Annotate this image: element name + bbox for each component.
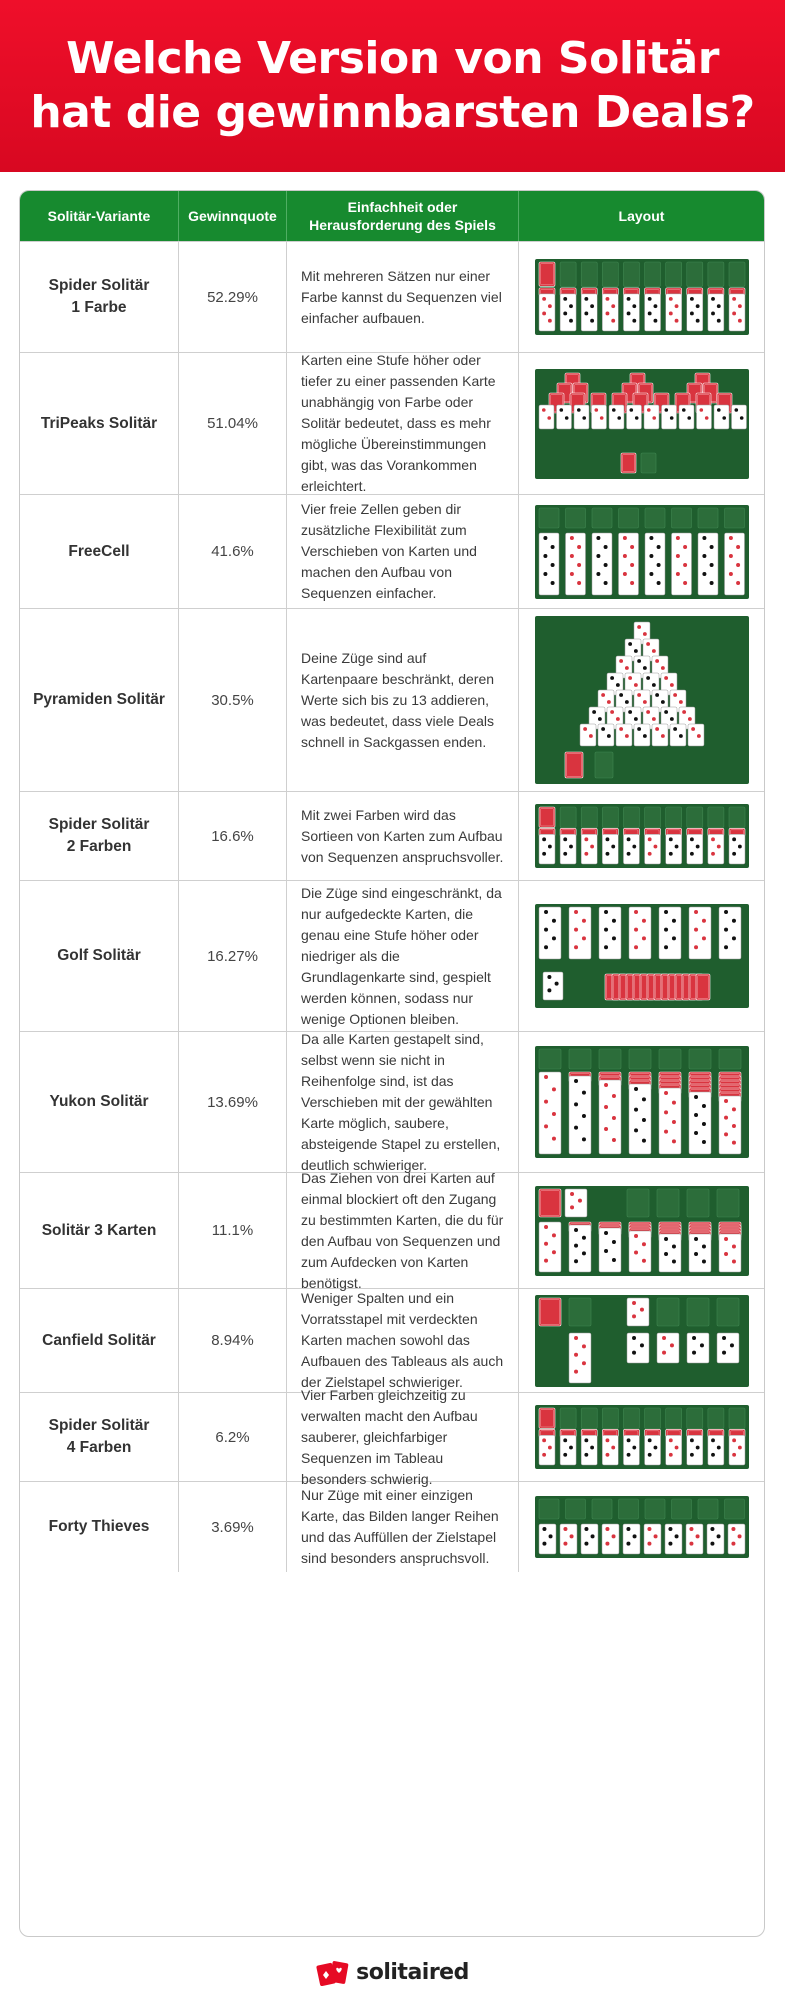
difficulty-description: Nur Züge mit einer einzigen Karte, das Bilden langer Reihen und das Auffüllen der Zielstapel sind besonders anspruchsvoll. bbox=[287, 1482, 519, 1572]
column-header-win-rate: Gewinnquote bbox=[179, 191, 287, 241]
win-rate: 13.69% bbox=[179, 1032, 287, 1172]
spider-1-suit-layout bbox=[535, 259, 749, 335]
win-rate: 3.69% bbox=[179, 1482, 287, 1572]
difficulty-description: Weniger Spalten und ein Vorratsstapel mit verdeckten Karten machen sowohl das Aufbauen des Tableaus als auch der Zielstapel schwieriger. bbox=[287, 1289, 519, 1392]
pyramid-layout bbox=[535, 616, 749, 784]
variant-name: FreeCell bbox=[20, 495, 179, 608]
column-header-layout: Layout bbox=[618, 208, 665, 224]
klondike-3-card-layout bbox=[535, 1186, 749, 1276]
column-header-variant: Solitär-Variante bbox=[20, 191, 179, 241]
layout-cell bbox=[519, 1482, 764, 1572]
difficulty-description: Vier freie Zellen geben dir zusätzliche Flexibilität zum Verschieben von Karten und machen den Aufbau von Sequenzen einfacher. bbox=[287, 495, 519, 608]
forty-thieves-layout bbox=[535, 1496, 749, 1558]
layout-cell bbox=[519, 242, 764, 352]
canfield-layout bbox=[535, 1295, 749, 1387]
variant-name: TriPeaks Solitär bbox=[20, 353, 179, 494]
variant-name: Pyramiden Solitär bbox=[20, 609, 179, 791]
table-body bbox=[20, 241, 764, 1572]
comparison-table bbox=[19, 190, 765, 1937]
table-row bbox=[20, 1481, 764, 1572]
difficulty-description: Mit zwei Farben wird das Sortieen von Karten zum Aufbau von Sequenzen anspruchsvoller. bbox=[287, 792, 519, 880]
variant-name: Spider Solitär 4 Farben bbox=[20, 1393, 179, 1481]
golf-layout bbox=[535, 904, 749, 1008]
variant-name: Spider Solitär 1 Farbe bbox=[20, 242, 179, 352]
difficulty-description: Vier Farben gleichzeitig zu verwalten macht den Aufbau sauberer, gleichfarbiger Sequenzen im Tableau besonders schwierig. bbox=[287, 1393, 519, 1481]
table-row bbox=[20, 1169, 764, 1291]
layout-cell bbox=[519, 1289, 764, 1392]
win-rate: 16.6% bbox=[179, 792, 287, 880]
spider-2-suits-layout bbox=[535, 804, 749, 868]
table-row bbox=[20, 494, 764, 608]
difficulty-description: Mit mehreren Sätzen nur einer Farbe kannst du Sequenzen viel einfacher aufbauen. bbox=[287, 242, 519, 352]
page-header bbox=[0, 0, 785, 172]
win-rate: 11.1% bbox=[179, 1173, 287, 1288]
win-rate: 52.29% bbox=[179, 242, 287, 352]
win-rate: 41.6% bbox=[179, 495, 287, 608]
variant-name: Yukon Solitär bbox=[20, 1032, 179, 1172]
table-row bbox=[20, 1031, 764, 1172]
brand-name: solitaired bbox=[356, 1960, 469, 1985]
column-header-difficulty: Einfachheit oder Herausforderung des Spiels bbox=[287, 191, 519, 241]
yukon-layout bbox=[535, 1046, 749, 1158]
table-row bbox=[20, 1386, 764, 1487]
layout-cell bbox=[519, 1173, 764, 1288]
layout-cell bbox=[519, 353, 764, 494]
table-row bbox=[20, 241, 764, 352]
table-row bbox=[20, 791, 764, 880]
variant-name: Solitär 3 Karten bbox=[20, 1173, 179, 1288]
table-header bbox=[20, 191, 764, 241]
win-rate: 8.94% bbox=[179, 1289, 287, 1392]
difficulty-description: Deine Züge sind auf Kartenpaare beschränkt, deren Werte sich bis zu 13 addieren, was bedeutet, dass viele Deals schnell in Sackgassen enden. bbox=[287, 609, 519, 791]
footer bbox=[0, 1950, 785, 1995]
tripeaks-layout bbox=[535, 369, 749, 479]
win-rate: 30.5% bbox=[179, 609, 287, 791]
difficulty-description: Die Züge sind eingeschränkt, da nur aufgedeckte Karten, die genau eine Stufe höher oder niedriger als die Grundlagenkarte sind, gespielt werden können, sodass nur wenige Optionen bleiben. bbox=[287, 881, 519, 1031]
spider-4-suits-layout bbox=[535, 1405, 749, 1469]
win-rate: 16.27% bbox=[179, 881, 287, 1031]
variant-name: Golf Solitär bbox=[20, 881, 179, 1031]
difficulty-description: Das Ziehen von drei Karten auf einmal blockiert oft den Zugang zu bestimmten Karten, die du für den Aufbau von Sequenzen und zum Aufdecken von Karten benötigst. bbox=[287, 1173, 519, 1288]
layout-cell bbox=[519, 609, 764, 791]
variant-name: Canfield Solitär bbox=[20, 1289, 179, 1392]
freecell-layout bbox=[535, 505, 749, 599]
difficulty-description: Da alle Karten gestapelt sind, selbst wenn sie nicht in Reihenfolge sind, ist das Verschieben mit der gewählten Karte möglich, saubere, absteigende Stapel zu erstellen, deutlich schwieriger. bbox=[287, 1032, 519, 1172]
cards-logo-icon bbox=[316, 1960, 350, 1986]
layout-cell bbox=[519, 1032, 764, 1172]
table-row bbox=[20, 352, 764, 494]
win-rate: 6.2% bbox=[179, 1393, 287, 1481]
table-row bbox=[20, 880, 764, 1031]
layout-cell bbox=[519, 792, 764, 880]
table-row bbox=[20, 608, 764, 791]
layout-cell bbox=[519, 1393, 764, 1481]
variant-name: Spider Solitär 2 Farben bbox=[20, 792, 179, 880]
variant-name: Forty Thieves bbox=[20, 1482, 179, 1572]
layout-cell bbox=[519, 495, 764, 608]
win-rate: 51.04% bbox=[179, 353, 287, 494]
difficulty-description: Karten eine Stufe höher oder tiefer zu einer passenden Karte unabhängig von Farbe oder Solitär bedeutet, dass es mehr mögliche Übereinstimmungen gibt, was das Vorankommen erleichtert. bbox=[287, 353, 519, 494]
page-title: Welche Version von Solitär hat die gewinnbarsten Deals? bbox=[30, 33, 755, 138]
table-row bbox=[20, 1288, 764, 1392]
layout-cell bbox=[519, 881, 764, 1031]
